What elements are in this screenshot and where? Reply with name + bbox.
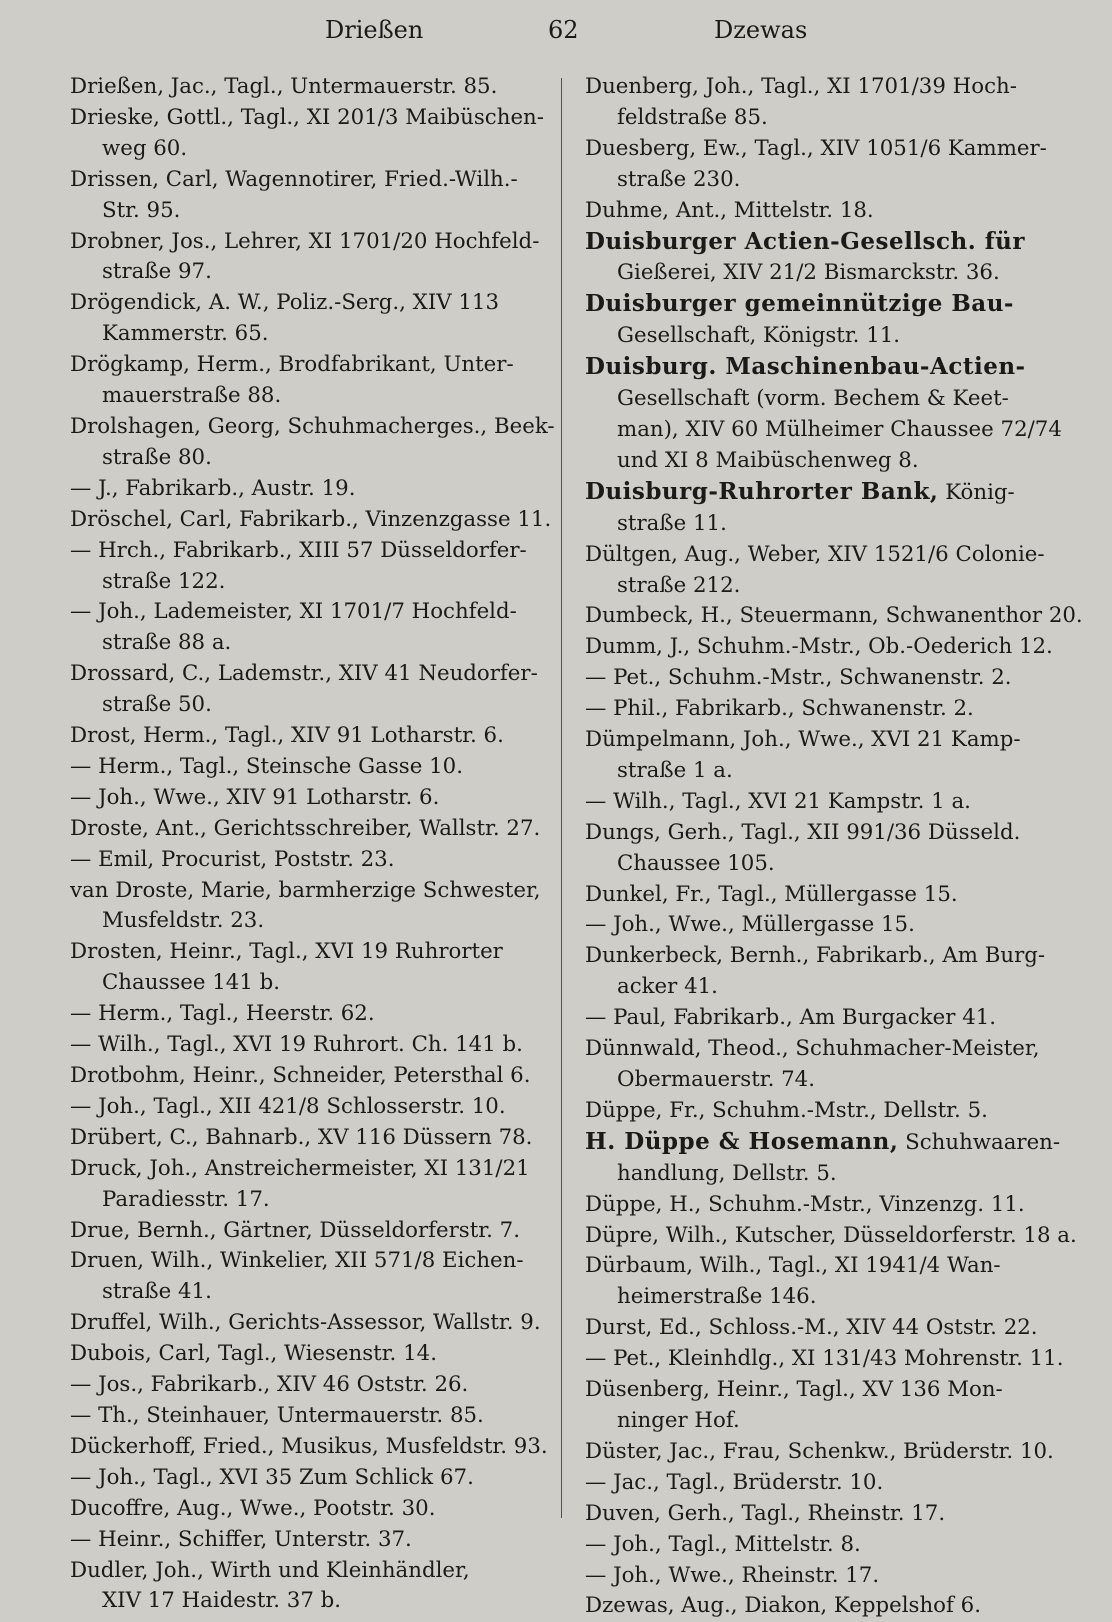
entry-text: Dubois, Carl, Tagl., Wiesenstr. 14. — [70, 1341, 437, 1367]
directory-entry — [70, 1556, 560, 1618]
directory-entry — [70, 999, 560, 1030]
entry-text: Drotbohm, Heinr., Schneider, Petersthal 6. — [70, 1063, 531, 1088]
directory-entry — [70, 1123, 560, 1154]
directory-entry — [585, 1221, 1075, 1252]
entry-text: Dröschel, Carl, Fabrikarb., Vinzenzgasse 11. — [70, 506, 552, 532]
entry-text: Düster, Jac., Frau, Schenkw., Brüderstr. 10. — [585, 1438, 1054, 1464]
directory-entry — [585, 1251, 1075, 1313]
directory-entry — [585, 787, 1075, 818]
entry-text: Druen, Wilh., Winkelier, XII 571/8 Eichen- — [70, 1248, 524, 1274]
directory-entry — [585, 1313, 1075, 1344]
entry-text: Dunkel, Fr., Tagl., Müllergasse 15. — [585, 881, 958, 907]
entry-text: Drissen, Carl, Wagennotirer, Fried.-Wilh.- — [70, 166, 518, 192]
entry-continuation: feldstraße 85. — [617, 104, 768, 130]
entry-text: Dudler, Joh., Wirth und Kleinhändler, — [70, 1557, 470, 1583]
entry-text: — Wilh., Tagl., XVI 19 Ruhrort. Ch. 141 b. — [70, 1032, 523, 1058]
directory-entry — [585, 1468, 1075, 1499]
entry-heading-line — [585, 1127, 1075, 1159]
entry-text: Drögendick, A. W., Poliz.-Serg., XIV 113 — [70, 290, 500, 316]
business-entry — [585, 289, 1075, 352]
entry-text: — Wilh., Tagl., XVI 21 Kampstr. 1 a. — [585, 788, 971, 814]
entry-continuation: Kammerstr. 65. — [102, 321, 269, 347]
entry-text: Drosten, Heinr., Tagl., XVI 19 Ruhrorter — [70, 939, 503, 965]
entry-continuation: acker 41. — [617, 974, 718, 1000]
directory-entry — [585, 694, 1075, 725]
entry-continuation: straße 212. — [617, 572, 741, 598]
entry-text: — Emil, Procurist, Poststr. 23. — [70, 846, 395, 872]
directory-entry — [585, 540, 1075, 602]
entry-text: Drieske, Gottl., Tagl., XI 201/3 Maibüschen- — [70, 104, 544, 130]
entry-text: Drolshagen, Georg, Schuhmacherges., Beek- — [70, 413, 555, 439]
entry-continuation: man), XIV 60 Mülheimer Chaussee 72/74 — [617, 416, 1062, 442]
directory-entry — [70, 1154, 560, 1216]
directory-entry — [585, 910, 1075, 941]
entry-text: Druffel, Wilh., Gerichts-Assessor, Wallstr. 9. — [70, 1310, 541, 1336]
entry-continuation: Obermauerstr. 74. — [617, 1067, 816, 1092]
directory-entry — [70, 412, 560, 474]
entry-text: Druck, Joh., Anstreichermeister, XI 131/21 — [70, 1155, 530, 1181]
directory-entry — [70, 505, 560, 536]
entry-text: Dültgen, Aug., Weber, XIV 1521/6 Colonie- — [585, 541, 1045, 567]
directory-entry — [70, 752, 560, 783]
directory-entry — [585, 1375, 1075, 1437]
directory-entry — [585, 1591, 1075, 1622]
entry-text: Duesberg, Ew., Tagl., XIV 1051/6 Kammer- — [585, 135, 1047, 161]
entry-text: Duven, Gerh., Tagl., Rheinstr. 17. — [585, 1500, 946, 1526]
directory-entry — [70, 1463, 560, 1494]
entry-heading-line — [585, 227, 1075, 259]
entry-text: — Joh., Wwe., Müllergasse 15. — [585, 912, 915, 938]
directory-entry — [70, 536, 560, 598]
entry-continuation: Gießerei, XIV 21/2 Bismarckstr. 36. — [617, 260, 1000, 286]
entry-text: Droste, Ant., Gerichtsschreiber, Wallstr. 27. — [70, 815, 541, 841]
directory-entry — [70, 1525, 560, 1556]
entry-text: — Pet., Schuhm.-Mstr., Schwanenstr. 2. — [585, 665, 1012, 691]
entry-continuation: weg 60. — [102, 135, 188, 161]
entry-text: Dzewas, Aug., Diakon, Keppelshof 6. — [585, 1593, 981, 1619]
entry-text: Schuhwaaren- — [898, 1129, 1061, 1155]
directory-entry — [70, 1370, 560, 1401]
entry-text: Durst, Ed., Schloss.-M., XIV 44 Oststr. 22. — [585, 1315, 1038, 1341]
entry-continuation: heimerstraße 146. — [617, 1284, 817, 1310]
entry-continuation: XIV 17 Haidestr. 37 b. — [102, 1588, 342, 1614]
entry-text: — Jac., Tagl., Brüderstr. 10. — [585, 1469, 884, 1495]
column-divider — [561, 78, 562, 1518]
entry-text: — Paul, Fabrikarb., Am Burgacker 41. — [585, 1005, 997, 1031]
directory-entry — [70, 783, 560, 814]
entry-continuation: Gesellschaft, Königstr. 11. — [617, 323, 901, 349]
business-name: Duisburg. Maschinenbau-Actien- — [585, 353, 1026, 381]
directory-entry — [70, 1339, 560, 1370]
entry-text: Düpre, Wilh., Kutscher, Düsseldorferstr. 18 a. — [585, 1222, 1077, 1248]
entry-continuation: straße 230. — [617, 166, 741, 192]
business-name: H. Düppe & Hosemann, — [585, 1127, 899, 1155]
directory-entry — [585, 1530, 1075, 1561]
directory-entry — [70, 659, 560, 721]
entry-text: — Joh., Tagl., XII 421/8 Schlosserstr. 10. — [70, 1093, 506, 1119]
directory-entry — [585, 632, 1075, 663]
entry-continuation: Str. 95. — [102, 197, 181, 223]
page-header — [0, 12, 1112, 52]
directory-entry — [585, 663, 1075, 694]
entry-text: — Joh., Tagl., Mittelstr. 8. — [585, 1531, 861, 1557]
entry-continuation: Musfeldstr. 23. — [102, 908, 265, 934]
directory-entry — [70, 597, 560, 659]
directory-entry — [585, 1437, 1075, 1468]
business-entry — [585, 477, 1075, 540]
entry-text: Drübert, C., Bahnarb., XV 116 Düssern 78. — [70, 1124, 533, 1150]
entry-heading-line — [585, 289, 1075, 321]
directory-entry — [585, 601, 1083, 632]
entry-continuation: straße 80. — [102, 444, 212, 470]
directory-entry — [585, 941, 1075, 1003]
header-right-keyword: Dzewas — [714, 16, 808, 44]
entry-text: Düppe, Fr., Schuhm.-Mstr., Dellstr. 5. — [585, 1097, 988, 1123]
entry-continuation: straße 41. — [102, 1279, 212, 1305]
entry-continuation: Gesellschaft (vorm. Bechem & Keet- — [617, 386, 1009, 412]
directory-entry — [585, 1344, 1075, 1375]
entry-continuation: straße 88 a. — [102, 630, 232, 656]
directory-entry — [70, 1216, 560, 1247]
entry-text: Dunkerbeck, Bernh., Fabrikarb., Am Burg- — [585, 943, 1046, 969]
directory-entry — [70, 1030, 560, 1061]
entry-text: — Herm., Tagl., Heerstr. 62. — [70, 1001, 375, 1027]
directory-entry — [70, 1432, 560, 1463]
directory-entry — [70, 1494, 560, 1525]
directory-entry — [585, 818, 1075, 880]
directory-entry — [585, 1034, 1075, 1096]
entry-text: Dumbeck, H., Steuermann, Schwanenthor 20. — [585, 603, 1083, 629]
business-name: Duisburger Actien-Gesellsch. für — [585, 227, 1025, 255]
entry-continuation: Chaussee 141 b. — [102, 970, 281, 996]
business-name: Duisburger gemeinnützige Bau- — [585, 290, 1014, 318]
right-column — [585, 72, 1083, 1622]
business-name: Duisburg-Ruhrorter Bank, — [585, 477, 939, 505]
directory-entry — [70, 845, 560, 876]
page-number: 62 — [548, 16, 579, 44]
entry-text: — Jos., Fabrikarb., XIV 46 Oststr. 26. — [70, 1372, 469, 1398]
directory-entry — [70, 165, 560, 227]
entry-text: Drießen, Jac., Tagl., Untermauerstr. 85. — [70, 74, 498, 99]
directory-entry — [585, 1561, 1075, 1592]
entry-text: — Heinr., Schiffer, Unterstr. 37. — [70, 1526, 412, 1552]
directory-entry — [70, 937, 560, 999]
entry-text: — Joh., Lademeister, XI 1701/7 Hochfeld- — [70, 599, 517, 625]
entry-continuation: handlung, Dellstr. 5. — [617, 1160, 837, 1186]
directory-entry — [585, 880, 1075, 911]
entry-heading-line — [585, 477, 1075, 509]
entry-continuation: und XI 8 Maibüschenweg 8. — [617, 447, 919, 473]
entry-text: Dünnwald, Theod., Schuhmacher-Meister, — [585, 1036, 1040, 1062]
entry-continuation: straße 50. — [102, 692, 212, 718]
entry-text: Duenberg, Joh., Tagl., XI 1701/39 Hoch- — [585, 74, 1017, 99]
entry-text: — J., Fabrikarb., Austr. 19. — [70, 475, 356, 501]
directory-entry — [585, 196, 1075, 227]
directory-entry — [70, 227, 560, 289]
entry-text: Drue, Bernh., Gärtner, Düsseldorferstr. 7. — [70, 1217, 520, 1243]
entry-text: Düppe, H., Schuhm.-Mstr., Vinzenzg. 11. — [585, 1191, 1025, 1217]
directory-entry — [70, 814, 560, 845]
business-entry — [585, 352, 1075, 477]
entry-text: König- — [938, 479, 1015, 505]
directory-entry — [585, 1190, 1075, 1221]
left-column — [70, 72, 560, 1617]
directory-entry — [585, 72, 1075, 134]
entry-text: Drobner, Jos., Lehrer, XI 1701/20 Hochfeld- — [70, 228, 540, 254]
entry-continuation: Chaussee 105. — [617, 850, 775, 876]
header-left-keyword: Drießen — [325, 16, 424, 44]
entry-text: Düsenberg, Heinr., Tagl., XV 136 Mon- — [585, 1377, 1003, 1403]
entry-continuation: straße 122. — [102, 568, 226, 594]
entry-text: Drost, Herm., Tagl., XIV 91 Lotharstr. 6. — [70, 723, 504, 749]
entry-text: — Pet., Kleinhdlg., XI 131/43 Mohrenstr. 11. — [585, 1346, 1064, 1372]
entry-text: Ducoffre, Aug., Wwe., Pootstr. 30. — [70, 1495, 436, 1521]
directory-entry — [585, 134, 1075, 196]
directory-entry — [70, 1401, 560, 1432]
business-entry — [585, 227, 1075, 290]
directory-entry — [585, 1003, 1075, 1034]
directory-entry — [70, 1061, 560, 1092]
entry-text: Dumm, J., Schuhm.-Mstr., Ob.-Oederich 12. — [585, 634, 1053, 660]
directory-entry — [70, 876, 560, 938]
entry-text: — Herm., Tagl., Steinsche Gasse 10. — [70, 753, 463, 779]
directory-entry — [70, 721, 560, 752]
entry-text: Dückerhoff, Fried., Musikus, Musfeldstr. 93. — [70, 1433, 548, 1459]
directory-entry — [585, 1499, 1075, 1530]
directory-entry — [70, 350, 560, 412]
directory-entry — [70, 103, 560, 165]
entry-continuation: straße 97. — [102, 259, 212, 285]
entry-text: Drögkamp, Herm., Brodfabrikant, Unter- — [70, 352, 514, 378]
entry-text: — Phil., Fabrikarb., Schwanenstr. 2. — [585, 696, 974, 722]
entry-text: — Joh., Wwe., XIV 91 Lotharstr. 6. — [70, 784, 440, 810]
entry-text: Dungs, Gerh., Tagl., XII 991/36 Düsseld. — [585, 819, 1021, 845]
entry-text: — Joh., Wwe., Rheinstr. 17. — [585, 1562, 880, 1588]
entry-continuation: ninger Hof. — [617, 1407, 740, 1433]
entry-heading-line — [585, 352, 1075, 384]
entry-continuation: straße 11. — [617, 510, 727, 536]
directory-entry — [70, 1092, 560, 1123]
entry-continuation: Paradiesstr. 17. — [102, 1186, 270, 1212]
entry-text: Drossard, C., Lademstr., XIV 41 Neudorfer- — [70, 661, 538, 687]
entry-text: Duhme, Ant., Mittelstr. 18. — [585, 197, 874, 223]
entry-continuation: mauerstraße 88. — [102, 383, 282, 409]
directory-entry — [70, 1308, 560, 1339]
entry-text: Dümpelmann, Joh., Wwe., XVI 21 Kamp- — [585, 727, 1021, 753]
entry-text: van Droste, Marie, barmherzige Schwester, — [70, 877, 541, 903]
directory-entry — [70, 1246, 560, 1308]
entry-text: Dürbaum, Wilh., Tagl., XI 1941/4 Wan- — [585, 1253, 1001, 1279]
directory-entry — [70, 474, 560, 505]
directory-entry — [585, 1096, 1075, 1127]
directory-entry — [70, 72, 560, 103]
directory-entry — [70, 288, 560, 350]
entry-continuation: straße 1 a. — [617, 757, 733, 783]
business-entry — [585, 1127, 1075, 1190]
entry-text: — Joh., Tagl., XVI 35 Zum Schlick 67. — [70, 1464, 474, 1490]
directory-entry — [585, 725, 1075, 787]
entry-text: — Th., Steinhauer, Untermauerstr. 85. — [70, 1402, 484, 1428]
entry-text: — Hrch., Fabrikarb., XIII 57 Düsseldorfer- — [70, 537, 527, 563]
